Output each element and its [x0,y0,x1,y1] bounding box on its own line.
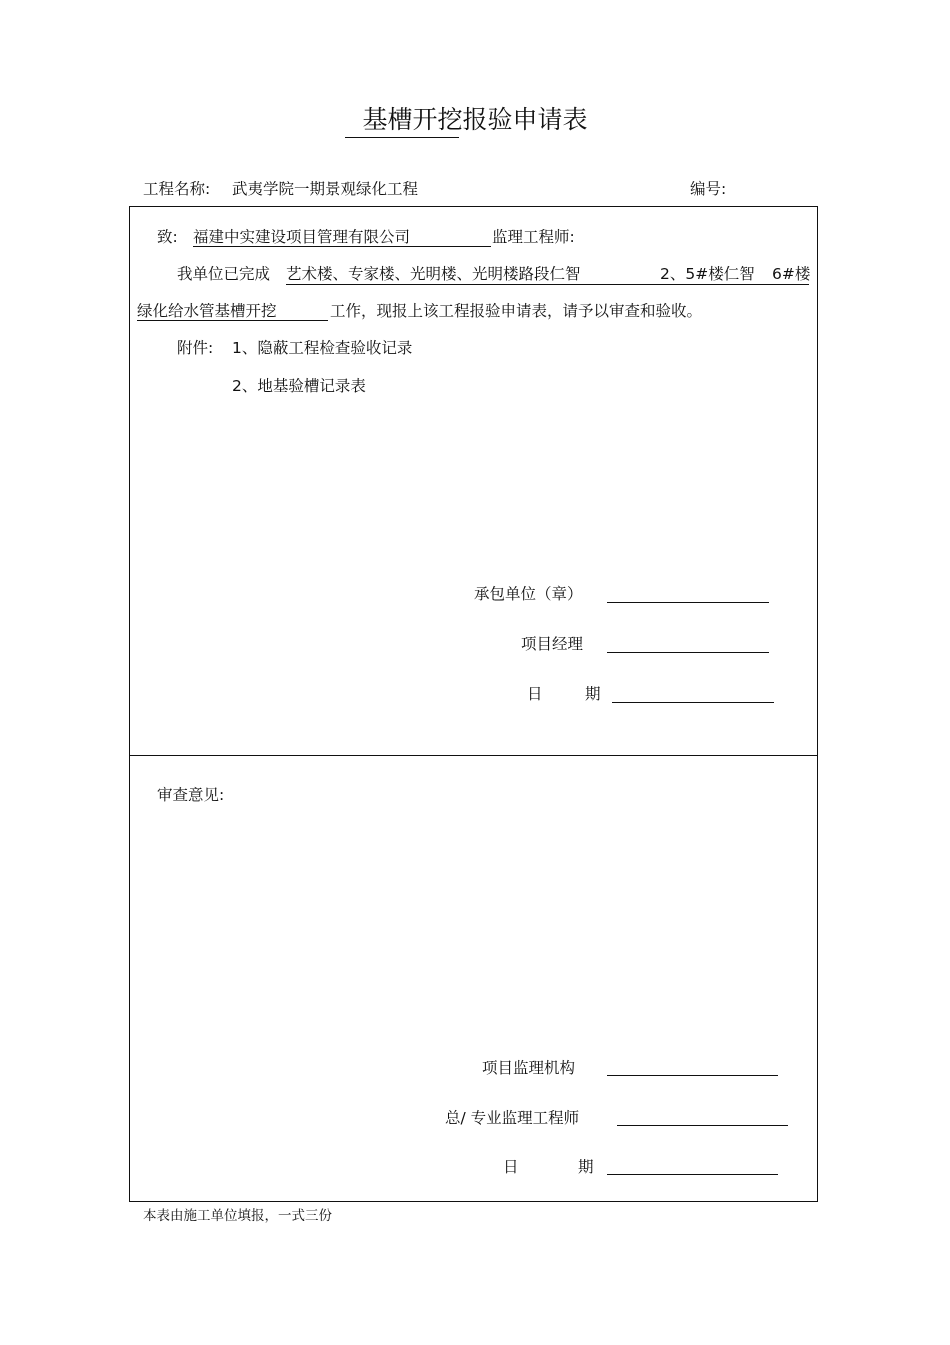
number-label: 编号: [690,180,727,198]
review-date-label-2: 期 [578,1158,594,1176]
attachments-label: 附件: [177,339,214,357]
project-manager-line [607,652,769,653]
statement-work-2: 2、5#楼仁智 [660,265,755,283]
supervising-engineer-label: 总/ 专业监理工程师 [445,1109,580,1127]
page-title: 基槽开挖报验申请表 [362,105,588,134]
supervising-engineer-line [617,1125,788,1126]
project-label: 工程名称: [143,180,211,198]
to-company-underline [193,246,491,247]
supervision-org-line [607,1075,778,1076]
review-date-label-1: 日 [503,1158,519,1176]
footer-note: 本表由施工单位填报，一式三份 [143,1208,332,1224]
title-underline [345,137,459,138]
statement-line1-underline [286,284,809,285]
contractor-seal-label: 承包单位（章） [474,585,583,603]
contractor-seal-line [607,602,769,603]
statement-suffix: 工作，现报上该工程报验申请表，请予以审查和验收。 [330,302,703,320]
supervision-org-label: 项目监理机构 [482,1059,576,1077]
review-label: 审查意见: [157,786,225,804]
to-label: 致: [157,228,178,246]
to-role: 监理工程师: [492,228,575,246]
statement-work-3: 6#楼 [772,265,811,283]
attachment-2: 2、地基验槽记录表 [232,377,366,395]
application-date-line [612,702,774,703]
section-divider [129,755,818,756]
review-date-line [607,1174,778,1175]
project-manager-label: 项目经理 [521,635,584,653]
application-date-label-1: 日 [527,685,543,703]
to-company: 福建中实建设项目管理有限公司 [193,228,411,246]
statement-work-1: 艺术楼、专家楼、光明楼、光明楼路段仁智 [286,265,581,283]
attachment-1: 1、隐蔽工程检查验收记录 [232,339,413,357]
statement-prefix: 我单位已完成 [177,265,271,283]
application-date-label-2: 期 [585,685,601,703]
statement-line2-underline [137,320,328,321]
project-name: 武夷学院一期景观绿化工程 [232,180,419,198]
statement-work-4: 绿化给水管基槽开挖 [137,302,277,320]
